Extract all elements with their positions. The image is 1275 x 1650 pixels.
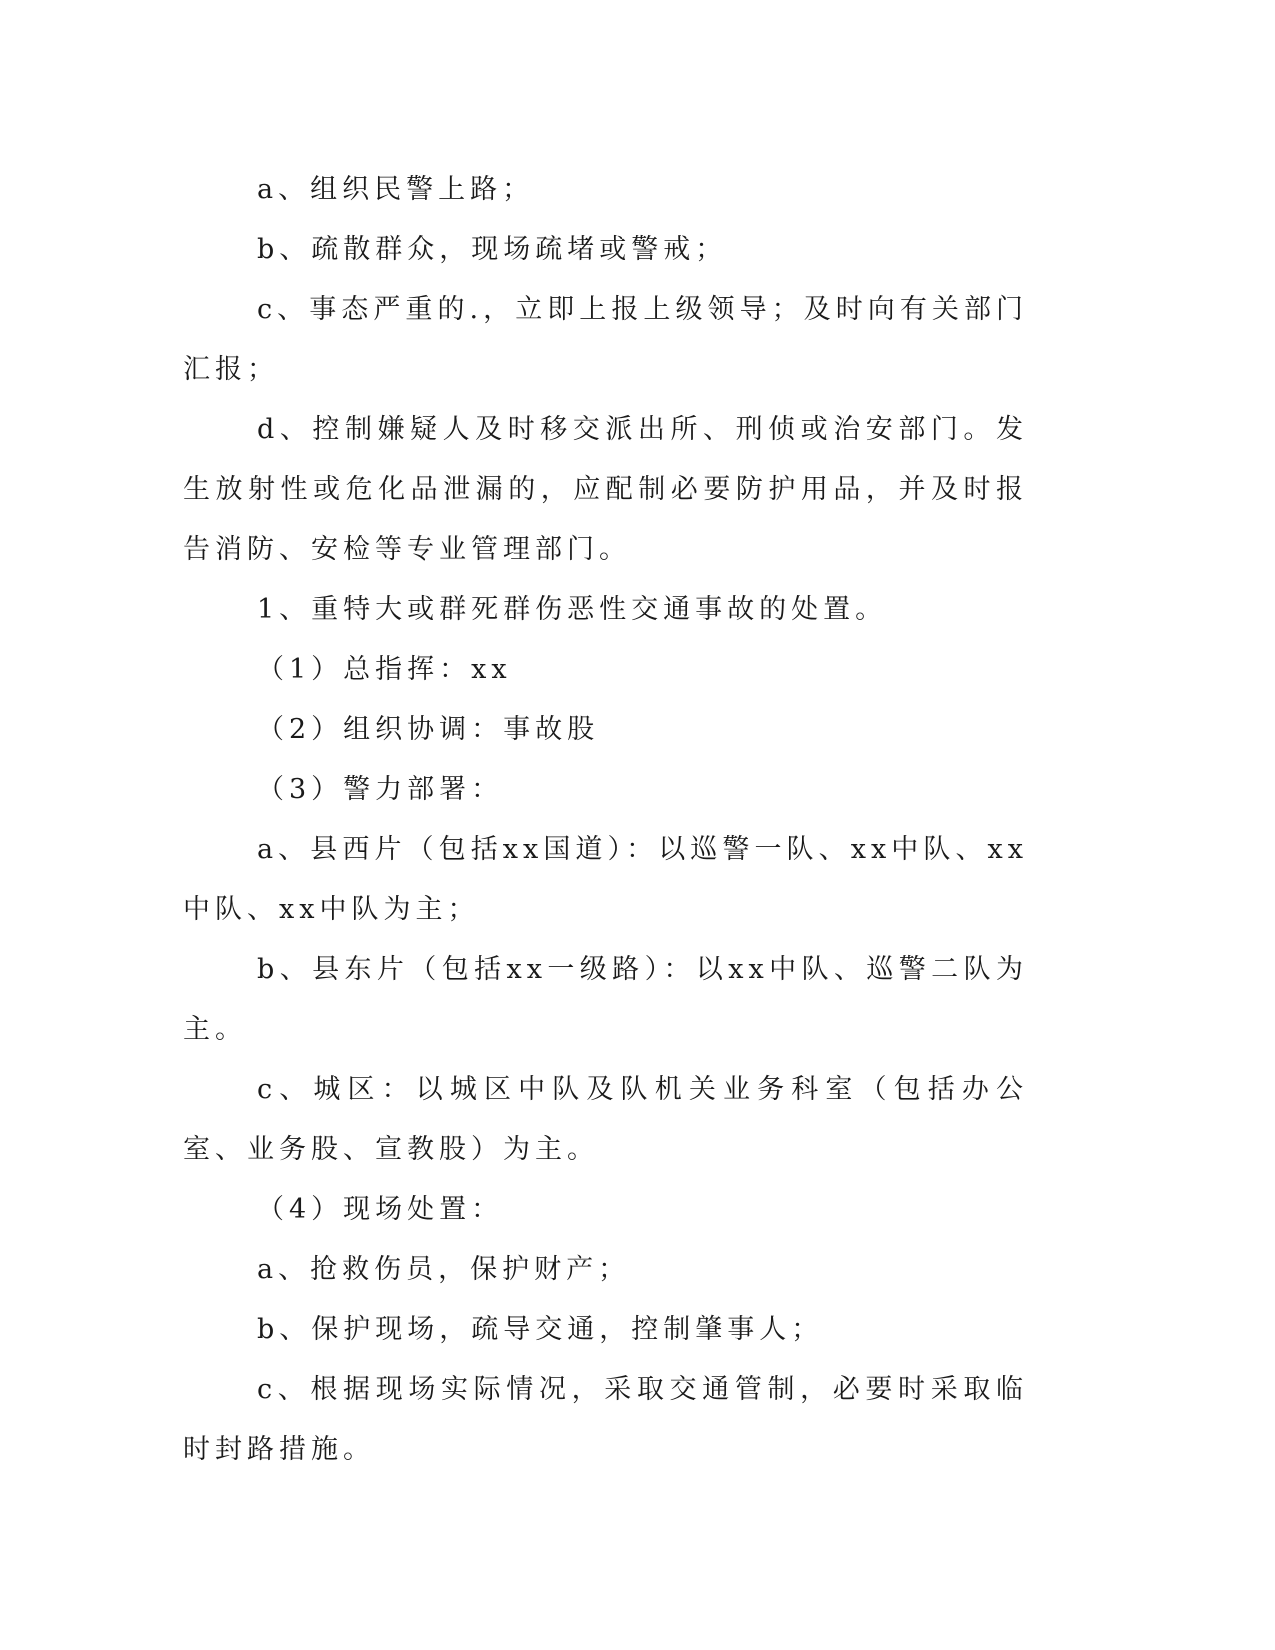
item-1-commander: （1）总指挥：xx (257, 654, 512, 685)
deployment-a-west: a、县西片（包括xx国道）：以巡警一队、xx中队、xx中队、xx中队为主； (183, 834, 1028, 925)
item-3-deployment: （3）警力部署： (257, 774, 504, 805)
onsite-b-protect-scene: b、保护现场，疏导交通，控制肇事人； (257, 1314, 824, 1345)
onsite-c-traffic-control: c、根据现场实际情况，采取交通管制，必要时采取临时封路措施。 (183, 1374, 1028, 1465)
onsite-a-rescue: a、抢救伤员，保护财产； (257, 1254, 631, 1285)
document-body (183, 160, 1028, 1480)
item-2-coordination: （2）组织协调：事故股 (257, 714, 600, 745)
deployment-b-east: b、县东片（包括xx一级路）：以xx中队、巡警二队为主。 (183, 954, 1028, 1045)
deployment-c-city: c、城区：以城区中队及队机关业务科室（包括办公室、业务股、宣教股）为主。 (183, 1074, 1028, 1165)
section-heading-major-accident: 1、重特大或群死群伤恶性交通事故的处置。 (257, 594, 888, 625)
item-4-onsite-handling: （4）现场处置： (257, 1194, 504, 1225)
paragraph-a-organize-police: a、组织民警上路； (257, 174, 535, 205)
paragraph-b-evacuate-crowd: b、疏散群众，现场疏堵或警戒； (257, 234, 728, 265)
paragraph-d-control-suspects: d、控制嫌疑人及时移交派出所、刑侦或治安部门。发生放射性或危化品泄漏的，应配制必要防护用品，并及时报告消防、安检等专业管理部门。 (183, 414, 1028, 565)
paragraph-c-report-superiors: c、事态严重的.，立即上报上级领导；及时向有关部门汇报； (183, 294, 1028, 385)
